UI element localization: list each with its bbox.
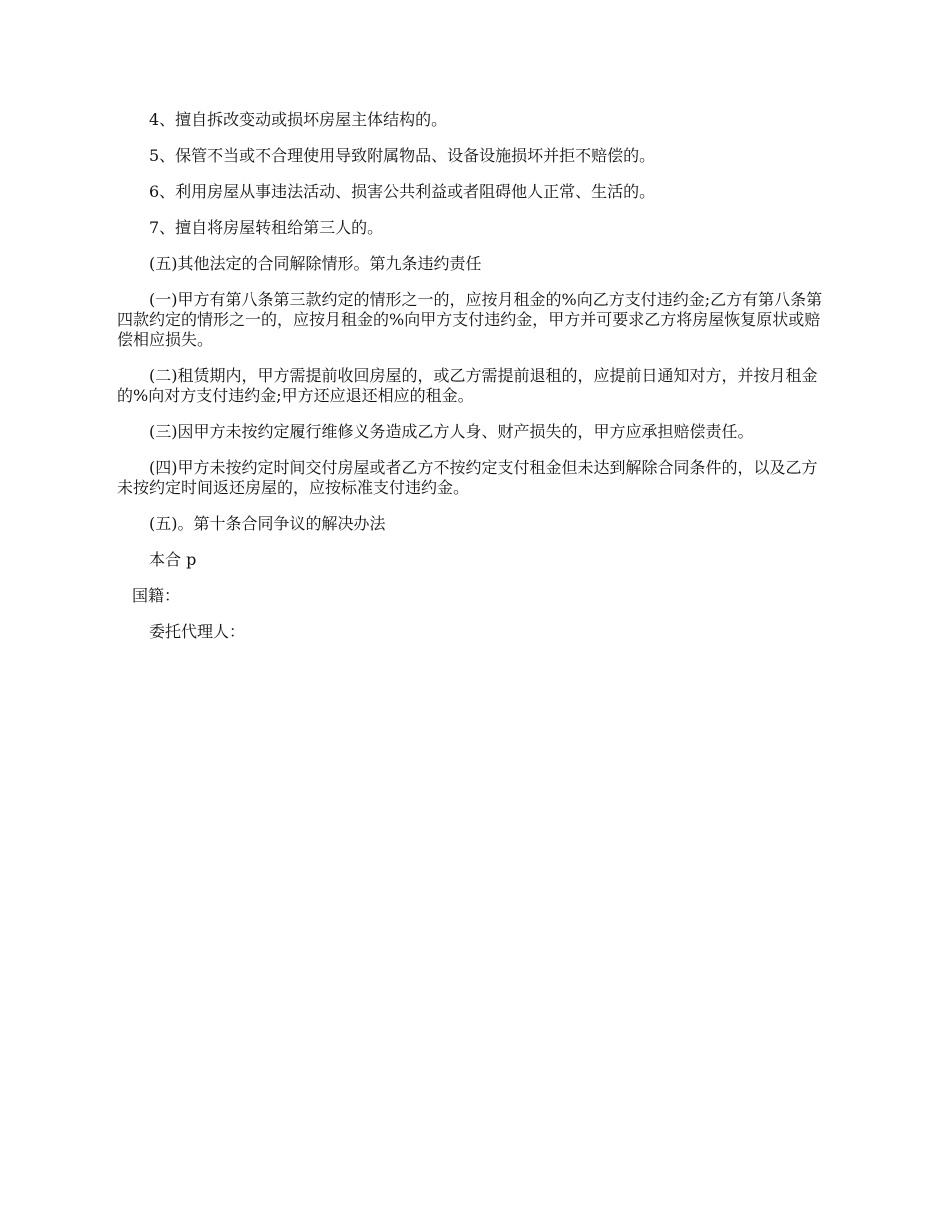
document-body [117,110,833,658]
clause-termination-other: (五)其他法定的合同解除情形。第九条违约责任 [149,254,482,273]
liability-clause-2: (二)租赁期内，甲方需提前收回房屋的，或乙方需提前退租的，应提前日通知对方，并按月租金的%向对方支付违约金;甲方还应退还相应的租金。 [117,366,818,405]
liability-clause-3: (三)因甲方未按约定履行维修义务造成乙方人身、财产损失的，甲方应承担赔偿责任。 [149,422,754,441]
liability-clause-4: (四)甲方未按约定时间交付房屋或者乙方不按约定支付租金但未达到解除合同条件的，以及乙方未按约定时间返还房屋的，应按标准支付违约金。 [117,458,818,497]
clause-item-6: 6、利用房屋从事违法活动、损害公共利益或者阻碍他人正常、生活的。 [149,182,656,201]
liability-clause-1: (一)甲方有第八条第三款约定的情形之一的，应按月租金的%向乙方支付违约金;乙方有第八条第四款约定的情形之一的，应按月租金的%向甲方支付违约金，甲方并可要求乙方将房屋恢复原状或赔偿相应损失。 [117,290,823,349]
agent-field: 委托代理人： [149,622,246,641]
dispute-resolution-heading: (五)。第十条合同争议的解决办法 [149,514,386,533]
clause-item-4: 4、擅自拆改变动或损坏房屋主体结构的。 [149,110,448,129]
nationality-field: 国籍： [132,586,181,605]
contract-fragment: 本合 p [149,550,197,569]
clause-item-7: 7、擅自将房屋转租给第三人的。 [149,218,384,237]
clause-item-5: 5、保管不当或不合理使用导致附属物品、设备设施损坏并拒不赔偿的。 [149,146,656,165]
